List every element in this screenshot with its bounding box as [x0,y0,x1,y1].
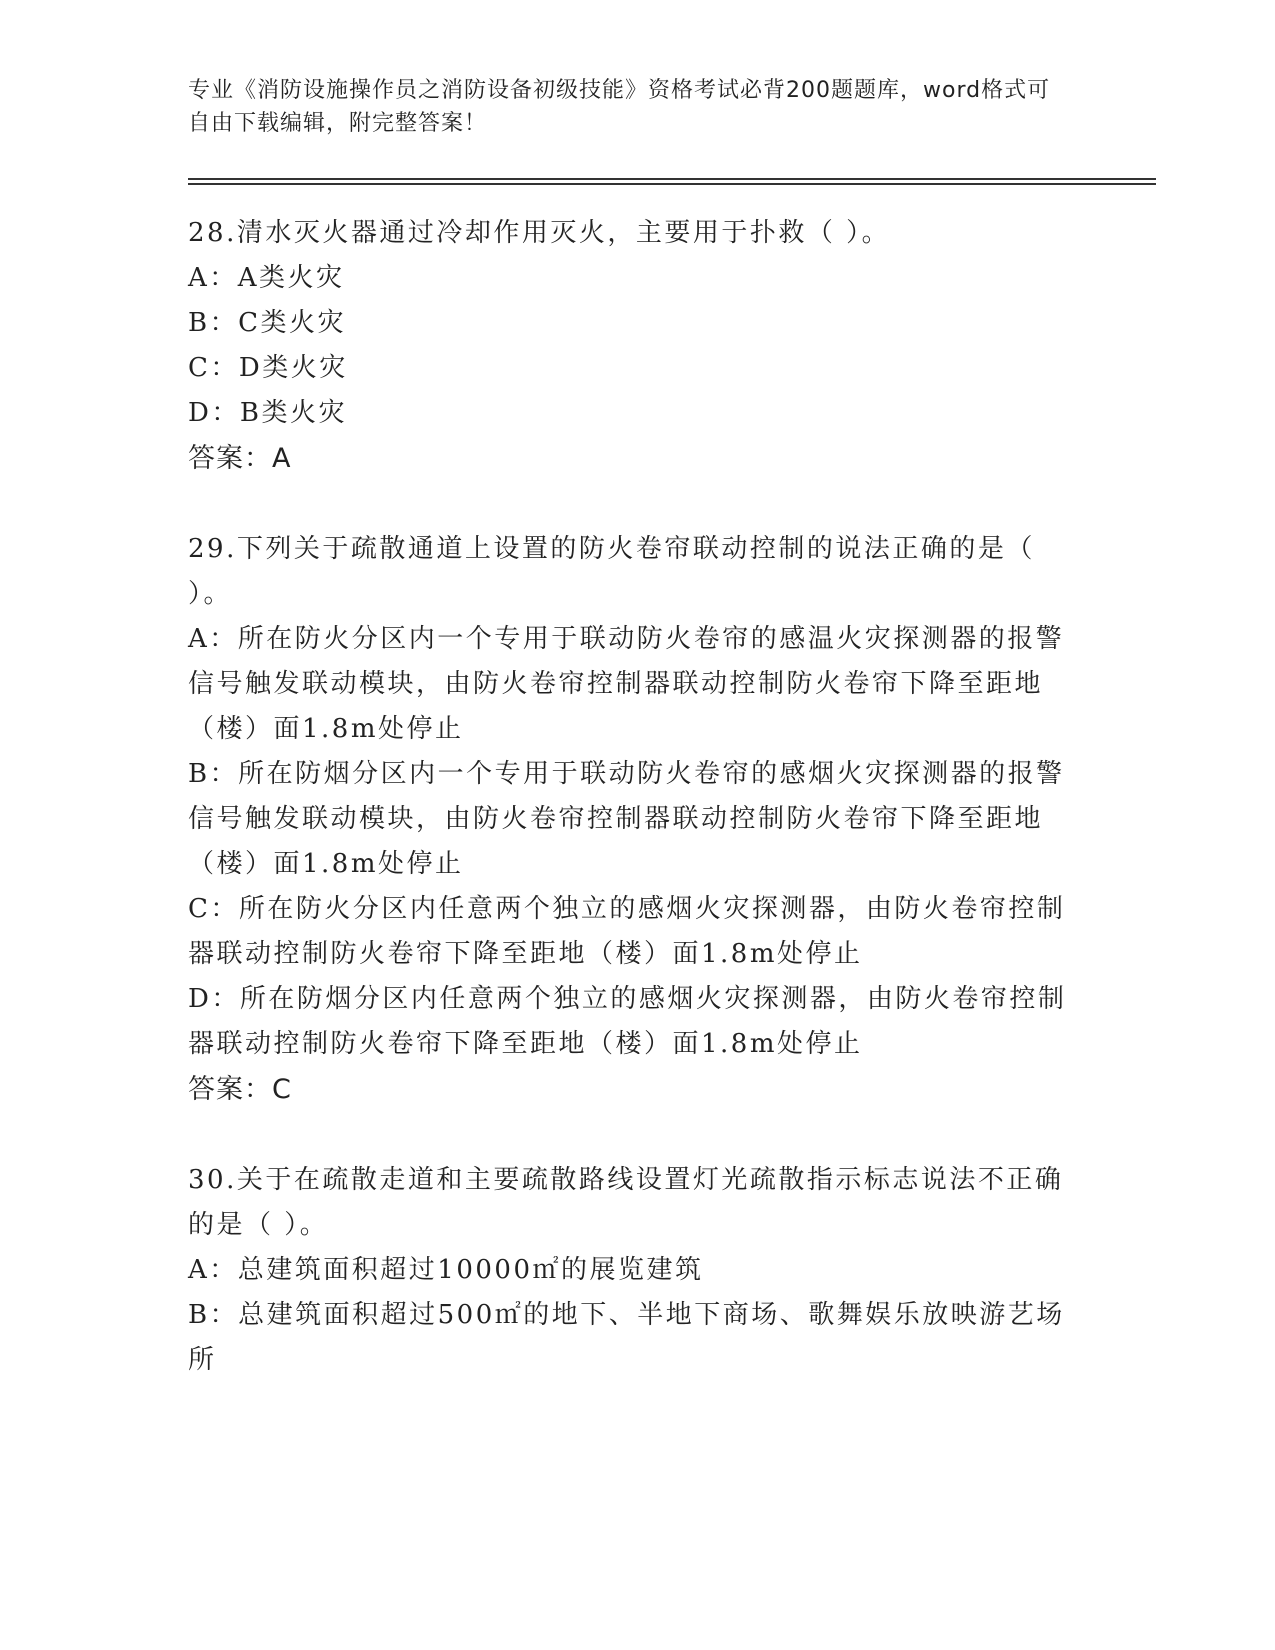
option-b: B：所在防烟分区内一个专用于联动防火卷帘的感烟火灾探测器的报警信号触发联动模块，由防火卷帘控制器联动控制防火卷帘下降至距地（楼）面1.8m处停止 [188,759,1065,879]
option-b: B：C类火灾 [188,308,347,338]
question-30 [188,1158,1078,1383]
question-stem: 30.关于在疏散走道和主要疏散路线设置灯光疏散指示标志说法不正确的是（ ）。 [188,1165,1064,1240]
option-a: A：所在防火分区内一个专用于联动防火卷帘的感温火灾探测器的报警信号触发联动模块，由防火卷帘控制器联动控制防火卷帘下降至距地（楼）面1.8m处停止 [188,624,1065,744]
question-29 [188,527,1078,1112]
option-d: D：所在防烟分区内任意两个独立的感烟火灾探测器，由防火卷帘控制器联动控制防火卷帘下降至距地（楼）面1.8m处停止 [188,984,1067,1059]
option-a: A：总建筑面积超过10000㎡的展览建筑 [188,1255,704,1285]
option-a: A：A类火灾 [188,263,345,293]
question-stem: 29.下列关于疏散通道上设置的防火卷帘联动控制的说法正确的是（ ）。 [188,534,1035,609]
header-divider-top [188,178,1156,180]
question-28 [188,211,1078,481]
option-d: D：B类火灾 [188,398,347,428]
document-header: 专业《消防设施操作员之消防设备初级技能》资格考试必背200题题库，word格式可自由下载编辑，附完整答案！ [188,78,1051,136]
option-c: C：所在防火分区内任意两个独立的感烟火灾探测器，由防火卷帘控制器联动控制防火卷帘下降至距地（楼）面1.8m处停止 [188,894,1066,969]
option-c: C：D类火灾 [188,353,348,383]
header-divider-bottom [188,183,1156,185]
answer-line: 答案：C [188,1074,292,1105]
question-list [188,211,1078,1429]
question-stem: 28.清水灭火器通过冷却作用灭火，主要用于扑救（ ）。 [188,218,891,248]
answer-line: 答案：A [188,443,292,474]
option-b: B：总建筑面积超过500㎡的地下、半地下商场、歌舞娱乐放映游艺场所 [188,1300,1065,1375]
